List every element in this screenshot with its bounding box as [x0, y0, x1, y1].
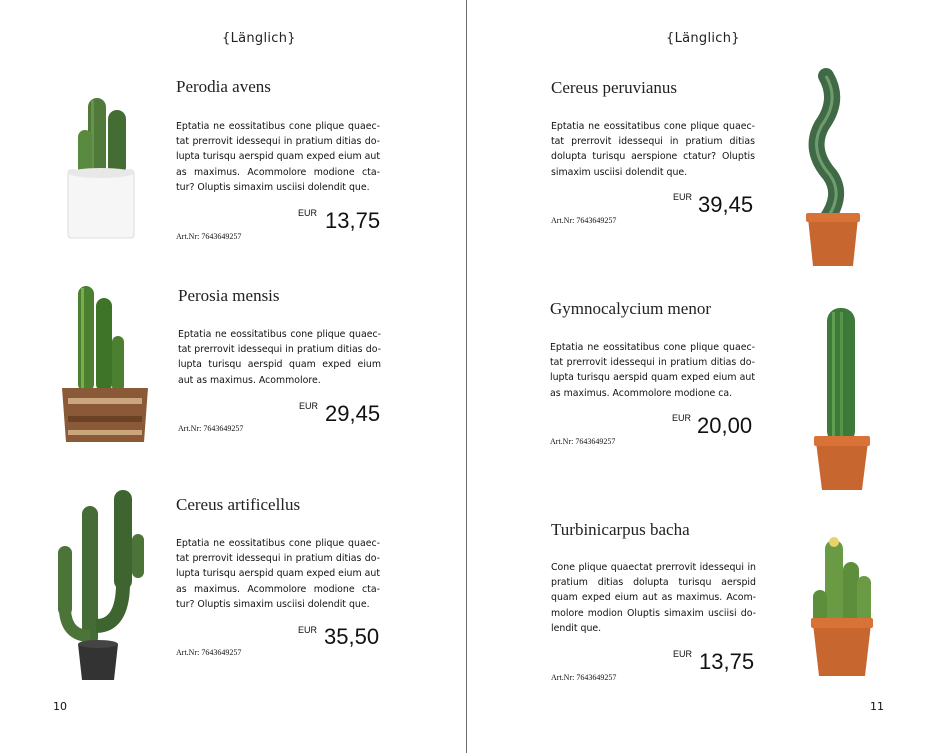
product-description: Eptatia ne eossitatibus cone plique quaec-tat prerrovit idessequi in pratium ditias dolupta turisqu aerspione ctatur? Oluptis simaxim usciisi dolendit que.	[551, 121, 755, 178]
product-description: Eptatia ne eossitatibus cone plique quaec-tat prerrovit idessequi in pratium ditias do-lupta turisqu aerspid quam exped eium aut as maximus. Acommolore modione ca.	[550, 342, 755, 399]
cactus-black-pot-image	[52, 486, 162, 686]
cactus-cluster-terracotta-image	[805, 536, 879, 680]
currency-label: EUR	[299, 401, 319, 411]
product-description: Eptatia ne eossitatibus cone plique quaec-tat prerrovit idessequi in pratium ditias do-lupta turisqu aerspid quam exped eium aut as maximus. Acommolore modione cta-tur? Oluptis simaxim usciisi dolendit que.	[176, 121, 380, 193]
product-title: Cereus artificellus	[176, 495, 301, 514]
product-description: Eptatia ne eossitatibus cone plique quaec-tat prerrovit idessequi in pratium ditias do-lupta turisqu aerspid quam exped eium aut as maximus. Acommolore.	[178, 329, 381, 386]
article-number: Art.Nr: 7643649257	[550, 437, 616, 446]
article-number: Art.Nr: 7643649257	[551, 216, 617, 225]
cactus-ceramic-pot-image	[60, 280, 150, 450]
product-title: Perosia mensis	[178, 286, 280, 305]
product-title: Cereus peruvianus	[551, 78, 678, 97]
product-description: Eptatia ne eossitatibus cone plique quaec-tat prerrovit idessequi in pratium ditias do-lupta turisqu aerspid quam exped eium aut as maximus. Acommolore modione cta-tur? Oluptis simaxim usciisi dolendit que.	[176, 538, 380, 610]
section-label-left: {Länglich}	[222, 31, 296, 46]
currency-label: EUR	[298, 208, 318, 218]
page-number-left: 10	[53, 700, 67, 713]
article-number: Art.Nr: 7643649257	[176, 648, 242, 657]
product-price: 20,00	[697, 413, 753, 438]
product-title: Turbinicarpus bacha	[551, 520, 690, 539]
article-number: Art.Nr: 7643649257	[178, 424, 244, 433]
book-spine	[466, 0, 467, 753]
product-price: 29,45	[325, 401, 381, 426]
article-number: Art.Nr: 7643649257	[551, 673, 617, 682]
currency-label: EUR	[672, 413, 692, 423]
product-price: 35,50	[324, 624, 380, 649]
page-number-right: 11	[870, 700, 884, 713]
currency-label: EUR	[298, 625, 318, 635]
cactus-spiral-terracotta-image	[800, 70, 866, 270]
cactus-column-terracotta-image	[810, 306, 874, 492]
product-price: 13,75	[699, 649, 755, 674]
product-title: Perodia avens	[176, 77, 271, 96]
section-label-right: {Länglich}	[666, 31, 740, 46]
cactus-white-pot-image	[60, 78, 142, 243]
article-number: Art.Nr: 7643649257	[176, 232, 242, 241]
product-title: Gymnocalycium menor	[550, 299, 711, 318]
product-price: 39,45	[698, 192, 754, 217]
product-description: Cone plique quaectat prerrovit idessequi in pratium ditias dolupta turisqu aerspid quam exped eium aut as maximus. Acom-molore modion Oluptis simaxim usciisi do-lendit que.	[551, 562, 756, 634]
currency-label: EUR	[673, 649, 693, 659]
product-price: 13,75	[325, 208, 381, 233]
currency-label: EUR	[673, 192, 693, 202]
